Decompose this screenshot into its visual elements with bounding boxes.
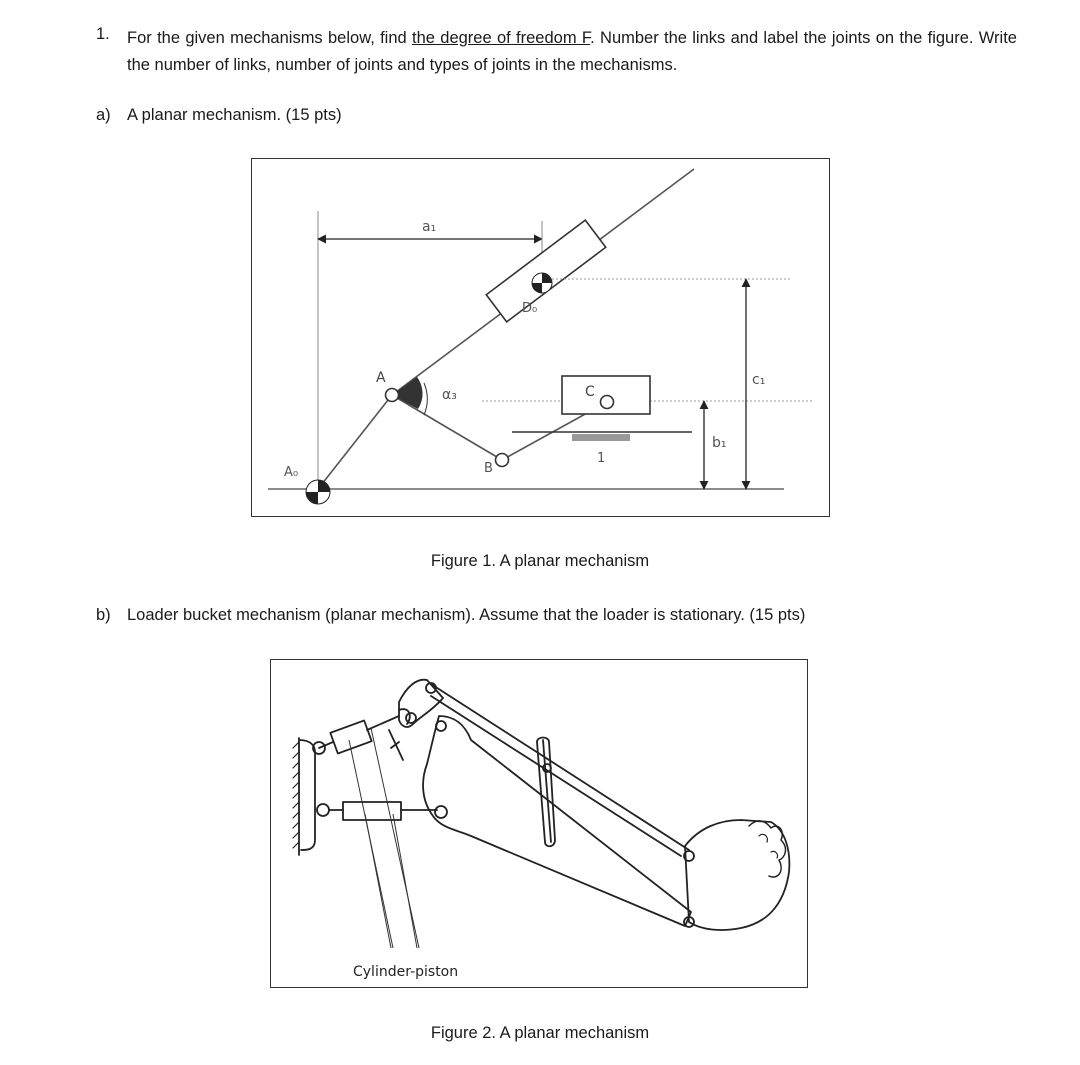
pivot-a0 [306,480,330,504]
joint-a [386,389,399,402]
top-link-upper-edge [431,684,689,850]
part-b-text: Loader bucket mechanism (planar mechanism). Assume that the loader is stationary. (15 pts) [127,606,806,624]
question-number: 1. [96,25,110,43]
label-d0: D₀ [522,301,538,316]
bucket-load-detail [759,834,778,858]
angle-arc-alpha3 [424,383,427,415]
joint-b [496,454,509,467]
label-a: A [376,370,386,386]
fixed-frame [293,738,315,855]
question-text-start: For the given mechanisms below, find [127,29,413,47]
label-a1: a₁ [422,219,437,235]
label-a0: A₀ [284,465,299,480]
link-a-b [392,395,502,460]
label-alpha3: α₃ [442,387,457,403]
crank-a0-a [318,395,392,489]
figure-1 [251,158,830,517]
upper-cylinder [313,709,410,754]
sleeve-block [486,220,605,322]
figure-2 [270,659,808,988]
label-b1: b₁ [712,435,727,451]
label-c1: c₁ [752,372,766,388]
figure-1-caption: Figure 1. A planar mechanism [430,552,650,570]
label-b: B [484,461,493,476]
figure-2-diagram [271,660,807,987]
part-a-label: a) [96,106,111,124]
question-text-end: . Number the links and label the joints on the figure. Write the number of links, number of joints and types of joints in the mechanisms. [127,29,1017,74]
joint-c [601,396,614,409]
part-b-label: b) [96,606,111,624]
leader-lines [349,728,419,948]
bucket-load [749,821,785,877]
figure-1-diagram [252,159,829,516]
figure-2-caption: Figure 2. A planar mechanism [430,1024,650,1042]
pin-bellcrank-bottom [406,713,416,723]
boom-arm [423,716,691,926]
part-a-text: A planar mechanism. (15 pts) [127,106,342,124]
top-link-lower-edge [431,696,681,856]
pin-boom-top [436,721,446,731]
slider-ground-hatch [572,434,630,441]
question-text [127,25,1017,79]
bucket [685,820,789,930]
degree-of-freedom-term: the degree of freedom F [412,29,591,47]
label-c: C [585,384,595,400]
label-cylinder-piston: Cylinder-piston [353,964,459,980]
pivot-d0 [532,273,552,293]
label-ground-1: 1 [597,451,606,466]
